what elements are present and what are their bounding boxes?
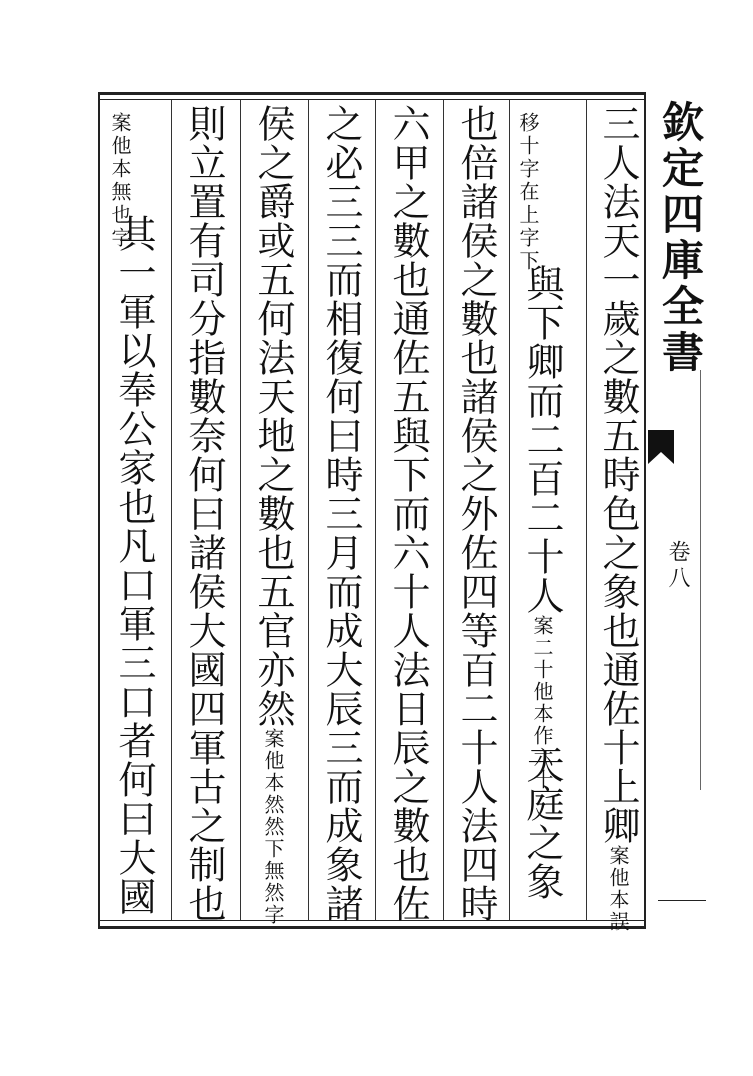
text-column-6 bbox=[243, 104, 303, 926]
volume-label: 卷八 bbox=[665, 540, 690, 592]
column-rule bbox=[240, 100, 241, 920]
text-column-5 bbox=[311, 104, 371, 923]
book-title: 欽定四庫全書 bbox=[656, 100, 705, 376]
annotation-note-top: 移十字在上字下 bbox=[516, 112, 540, 273]
annotation-note: 案二十他本作六十 bbox=[530, 615, 554, 791]
main-text: 侯之爵或五何法天地之數也五官亦然 bbox=[251, 104, 295, 728]
main-text: 與下卿而二百二十人 bbox=[520, 264, 564, 615]
page-edge-line bbox=[700, 370, 701, 790]
margin-divider bbox=[658, 900, 706, 901]
main-text: 其一軍以奉公家也凡口軍三口者何曰大國 bbox=[112, 214, 156, 916]
fish-tail-icon bbox=[648, 430, 674, 464]
column-rule bbox=[171, 100, 172, 920]
text-column-8 bbox=[104, 214, 164, 1026]
annotation-note-top: 案他本無也字 bbox=[108, 112, 132, 250]
main-text: 三人法天一歲之數五時色之象也通佐十上卿 bbox=[596, 104, 640, 845]
text-column-1 bbox=[588, 104, 648, 933]
text-column-3 bbox=[446, 104, 506, 923]
column-rule bbox=[375, 100, 376, 920]
main-text: 之必三三而相復何曰時三月而成大辰三而成象諸 bbox=[319, 104, 363, 923]
main-text: 六甲之數也通佐五與下而六十人法日辰之數也佐 bbox=[386, 104, 430, 923]
column-rule bbox=[443, 100, 444, 920]
frame-left-border bbox=[98, 92, 100, 929]
column-rule bbox=[586, 100, 587, 920]
annotation-note: 案他本然然下無然字 bbox=[261, 728, 285, 926]
column-rule bbox=[509, 100, 510, 920]
main-text: 天庭之象 bbox=[520, 745, 564, 901]
column-rule bbox=[308, 100, 309, 920]
text-column-4 bbox=[378, 104, 438, 923]
text-column-2 bbox=[512, 264, 572, 1076]
annotation-note: 案他本誤 bbox=[606, 845, 630, 933]
main-text: 則立置有司分指數奈何曰諸侯大國四軍古之制也 bbox=[182, 104, 226, 923]
main-text: 也倍諸侯之數也諸侯之外佐四等百二十人法四時 bbox=[454, 104, 498, 923]
frame-top-border bbox=[98, 92, 646, 95]
frame-top-inner-border bbox=[98, 99, 646, 100]
text-column-7 bbox=[174, 104, 234, 923]
